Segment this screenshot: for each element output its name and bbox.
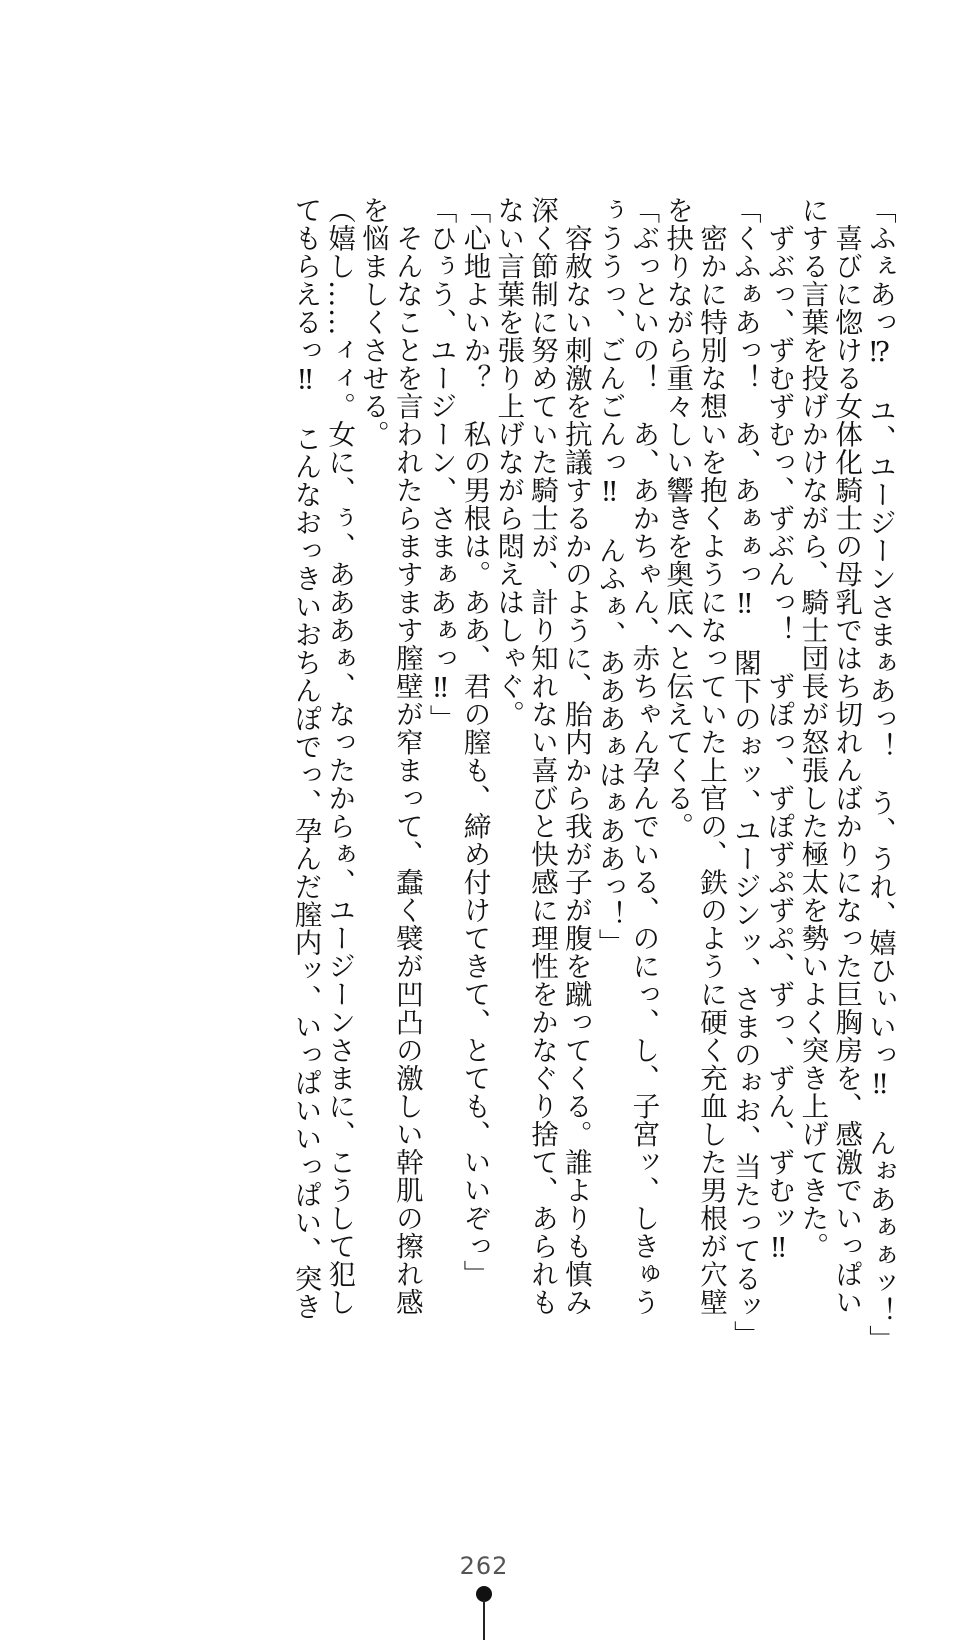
text-line: 喜びに惚ける女体化騎士の母乳ではち切れんばかりになった巨胸房を、感激でいっぱい (830, 196, 863, 1316)
text-line: そんなことを言われたらますます膣壁が窄まって、蠢く襞が凹凸の激しい幹肌の擦れ感 (390, 196, 423, 1316)
text-line: （嬉し……ィィ。女に、ぅ、あああぁ、なったからぁ、ユージーンさまに、こうして犯し (323, 196, 356, 1316)
text-line: を抉りながら重々しい響きを奥底へと伝えてくる。 (661, 196, 694, 840)
text-line: 密かに特別な想いを抱くようになっていた上官の、鉄のように硬く充血した男根が穴壁 (695, 196, 728, 1316)
text-line: 「心地よいか？ 私の男根は。ああ、君の膣も、締め付けてきて、とても、いいぞっ」 (458, 196, 491, 1288)
text-line: ない言葉を張り上げながら悶えはしゃぐ。 (492, 196, 525, 728)
text-line: 「ひぅう、ユージーン、さまぁあぁっ‼」 (424, 196, 457, 733)
page-footer (0, 1550, 968, 1640)
text-line: ぅううっ、ごんごんっ‼ んふぁ、あああぁはぁああっ！」 (593, 196, 626, 957)
text-line: ずぶっ、ずむずむっ、ずぶんっ！ ずぽっ、ずぽずぷずぷ、ずっ、ずん、ずむッ‼ (762, 196, 795, 1265)
text-line: 「ぶっといの！ あ、あかちゃん、赤ちゃん孕んでいる、のにっ、し、子宮ッ、しきゅう (627, 196, 660, 1316)
page-number: 262 (459, 1552, 509, 1580)
text-line: 容赦ない刺激を抗議するかのように、胎内から我が子が腹を蹴ってくる。誰よりも慎み (559, 196, 592, 1316)
text-line: てもらえるっ‼ こんなおっきいおちんぽでっ、孕んだ膣内ッ、いっぱいいっぱい、突き (289, 196, 322, 1321)
text-line: 「ふぇあっ⁉ ユ、ユージーンさまぁあっ！ う、うれ、嬉ひぃいっ‼ んぉあぁぁッ！」 (864, 196, 896, 1353)
text-line: にする言葉を投げかけながら、騎士団長が怒張した極太を勢いよく突き上げてきた。 (796, 196, 829, 1260)
text-line: 「くふぁあっ！ あ、あぁぁっ‼ 閣下のぉッ、ユージンッ、さまのぉお、当たってるッ」 (728, 196, 761, 1349)
ornament-line (483, 1600, 485, 1640)
text-line: を悩ましくさせる。 (357, 196, 390, 448)
text-line: 深く節制に努めていた騎士が、計り知れない喜びと快感に理性をかなぐり捨て、あられも (526, 196, 559, 1316)
vertical-text-block (96, 196, 896, 1356)
